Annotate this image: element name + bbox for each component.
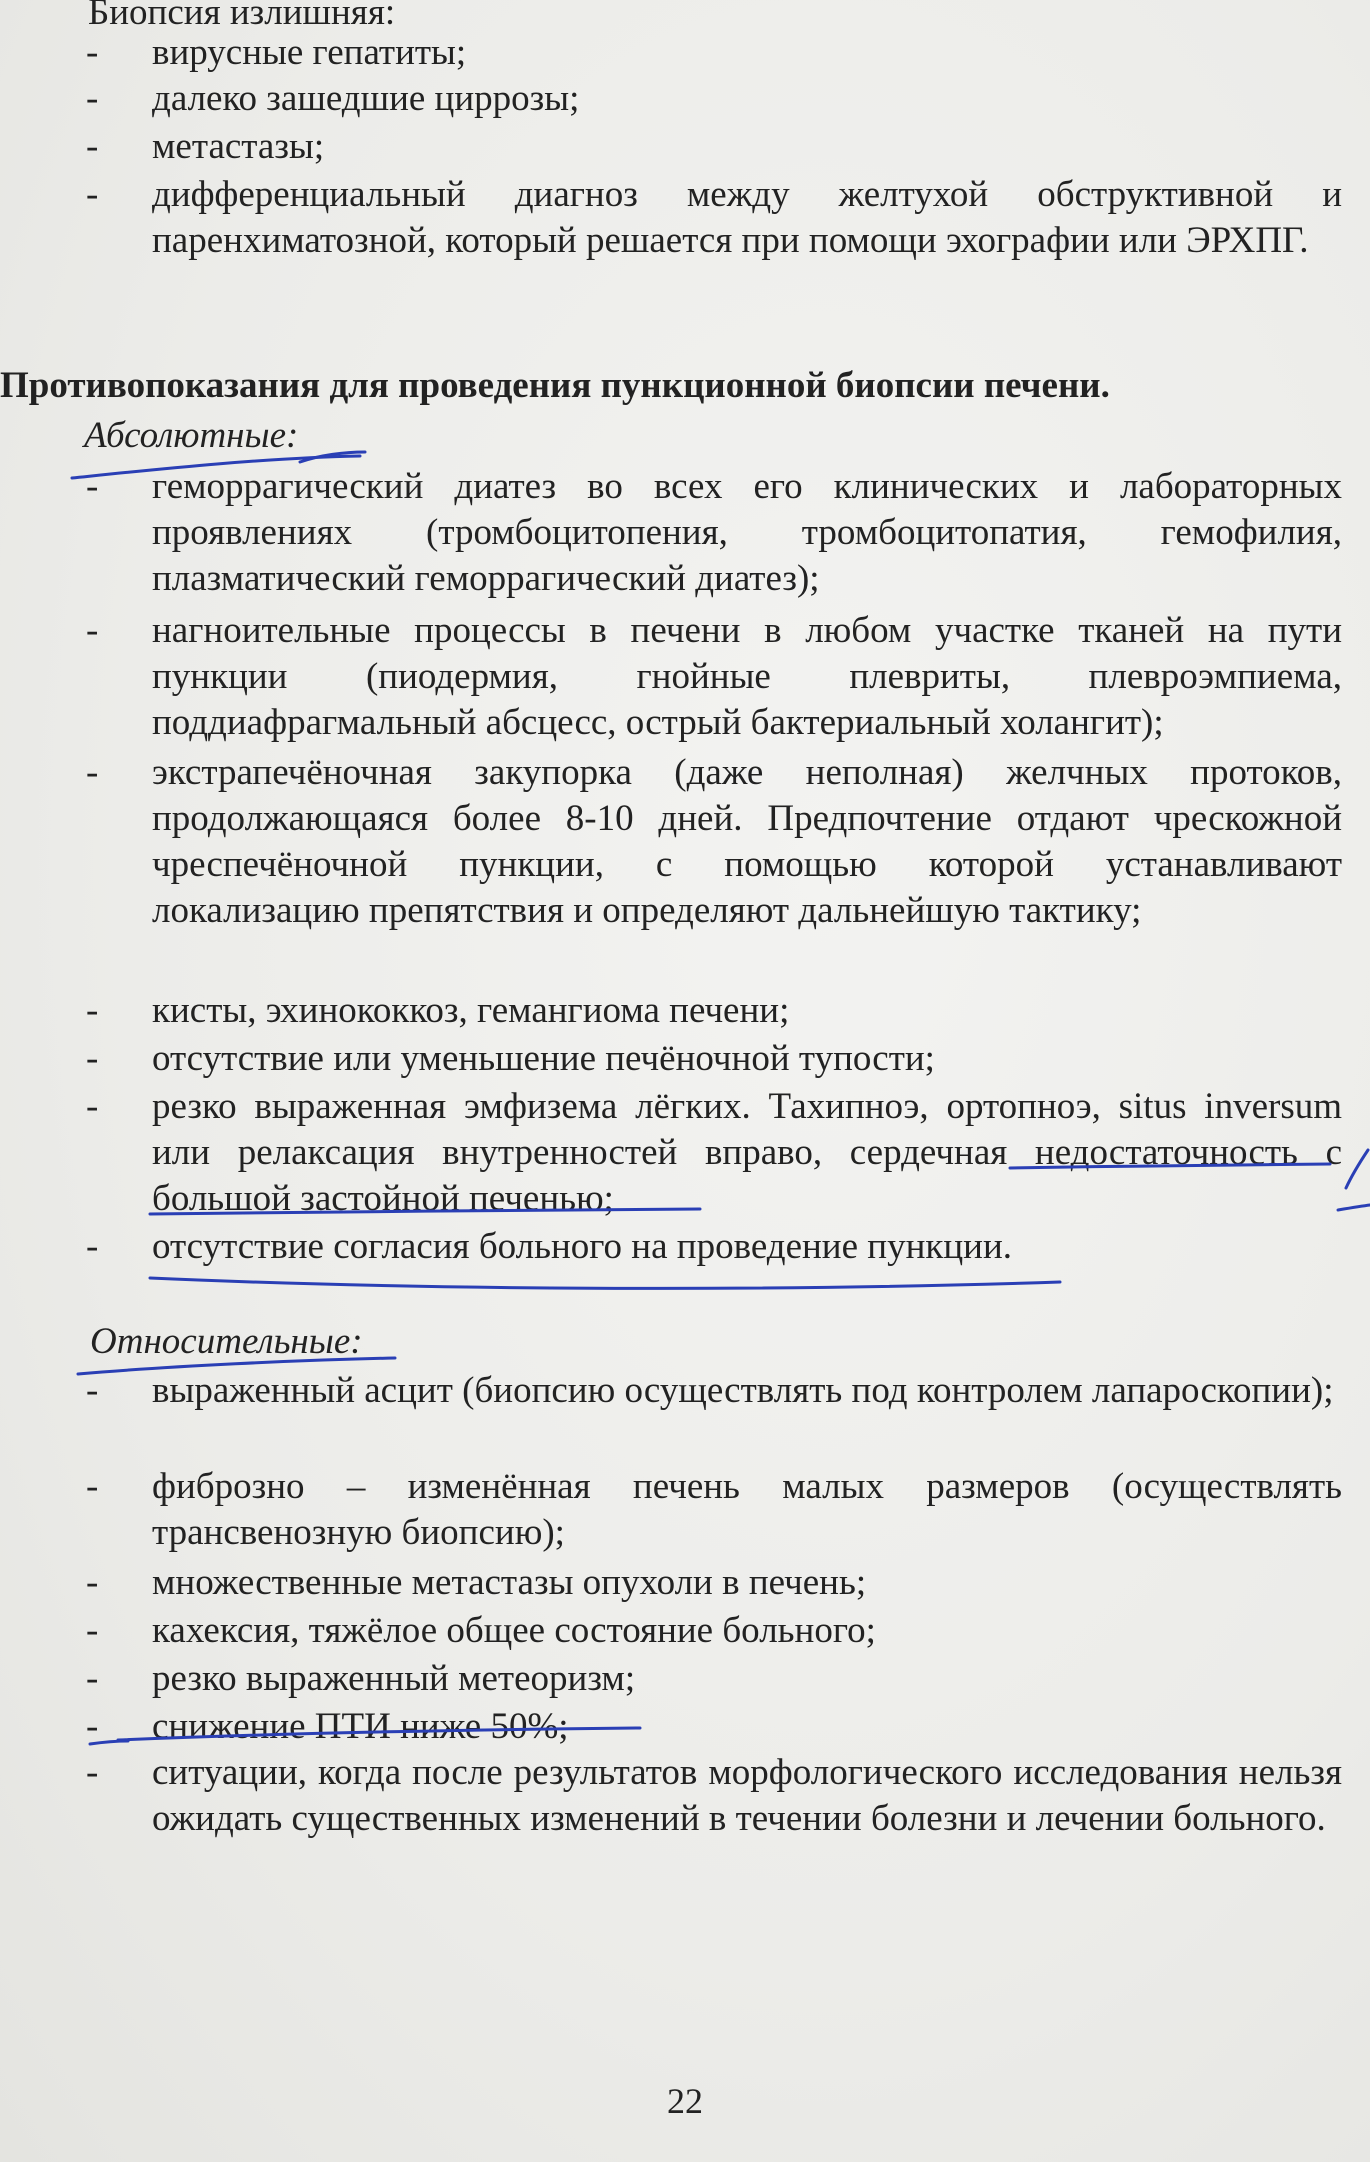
- list-dash: -: [86, 990, 99, 1031]
- margin-stroke: [1338, 1205, 1370, 1210]
- list-item-text: геморрагический диатез во всех его клинических и лабораторных проявлениях (тромбоцитопения, тромбоцитопатия, гемофилия, плазматический геморрагический диатез);: [152, 466, 1342, 599]
- list-item-text: множественные метастазы опухоли в печень;: [152, 1562, 867, 1603]
- list-dash: -: [86, 1038, 99, 1079]
- list-item-text: нагноительные процессы в печени в любом участке тканей на пути пункции (пиодермия, гнойные плевриты, плевроэмпиема, поддиафрагмальный абсцесс, острый бактериальный холангит);: [152, 610, 1342, 743]
- margin-check-mark: [1346, 1150, 1368, 1188]
- list-dash: -: [86, 174, 99, 215]
- list-item-text: отсутствие согласия больного на проведение пункции.: [152, 1226, 1013, 1267]
- list-dash: -: [86, 78, 99, 119]
- list-dash: -: [86, 1706, 99, 1747]
- list-dash: -: [86, 610, 99, 651]
- relative-label: Относительные:: [90, 1321, 363, 1362]
- list-dash: -: [86, 1610, 99, 1651]
- list-item-text: ситуации, когда после результатов морфологического исследования нельзя ожидать существенных изменений в течении болезни и лечении больного.: [152, 1752, 1342, 1839]
- list-dash: -: [86, 1562, 99, 1603]
- list-item-text: снижение ПТИ ниже 50%;: [152, 1706, 569, 1747]
- list-item-text: вирусные гепатиты;: [152, 32, 467, 73]
- list-item-text: резко выраженный метеоризм;: [152, 1658, 636, 1699]
- list-item-text: отсутствие или уменьшение печёночной тупости;: [152, 1038, 935, 1079]
- list-dash: -: [86, 752, 99, 793]
- page-number: 22: [667, 2081, 703, 2121]
- list-dash: -: [86, 126, 99, 167]
- list-item-text: фиброзно – изменённая печень малых размеров (осуществлять трансвенозную биопсию);: [152, 1466, 1342, 1553]
- list-dash: -: [86, 1466, 99, 1507]
- underline-absolute-tail: [300, 452, 365, 462]
- list-dash: -: [86, 1086, 99, 1127]
- contraindications-heading: Противопоказания для проведения пункционной биопсии печени.: [0, 365, 1110, 406]
- list-dash: -: [86, 1752, 99, 1793]
- list-item-text: далеко зашедшие циррозы;: [152, 78, 580, 119]
- list-item-text: дифференциальный диагноз между желтухой обструктивной и паренхиматозной, который решается при помощи эхографии или ЭРХПГ.: [152, 174, 1342, 261]
- intro-title: Биопсия излишняя:: [88, 0, 396, 33]
- underline-consent: [150, 1278, 1060, 1288]
- list-dash: -: [86, 1226, 99, 1267]
- list-item-text: экстрапечёночная закупорка (даже неполная) желчных протоков, продолжающаяся более 8-10 дней. Предпочтение отдают чрескожной чреспечёночной пункции, с помощью которой устанавливают локализацию препятствия и определяют дальнейшую тактику;: [152, 752, 1342, 931]
- list-dash: -: [86, 1370, 99, 1411]
- list-dash: -: [86, 466, 99, 507]
- list-dash: -: [86, 32, 99, 73]
- list-dash: -: [86, 1658, 99, 1699]
- list-item-text: выраженный асцит (биопсию осуществлять под контролем лапароскопии);: [152, 1370, 1334, 1411]
- list-item-text: метастазы;: [152, 126, 325, 167]
- absolute-label: Абсолютные:: [84, 415, 299, 456]
- list-item-text: кахексия, тяжёлое общее состояние больного;: [152, 1610, 876, 1651]
- list-item-text: кисты, эхинококкоз, гемангиома печени;: [152, 990, 790, 1031]
- list-item-text: резко выраженная эмфизема лёгких. Тахипноэ, ортопноэ, situs inversum или релаксация внутренностей вправо, сердечная недостаточность с большой застойной печенью;: [152, 1086, 1342, 1219]
